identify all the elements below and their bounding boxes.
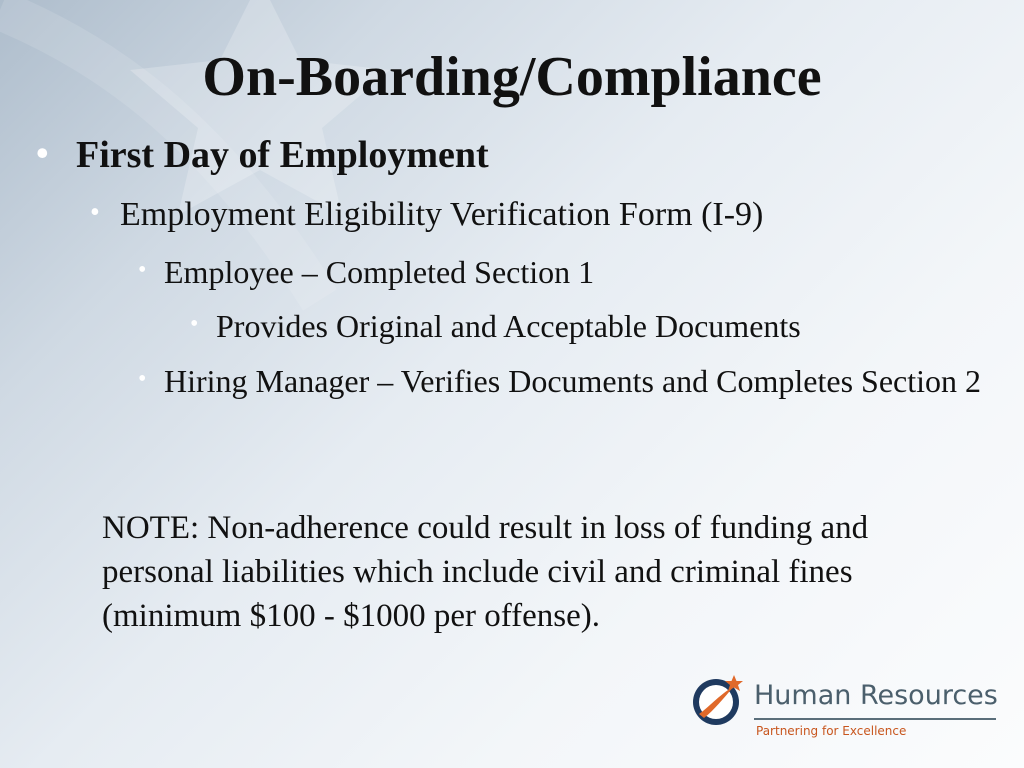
bullet-text: First Day of Employment: [76, 134, 489, 176]
slide-title: On-Boarding/Compliance: [202, 46, 822, 108]
bullet-level2: [90, 194, 764, 236]
bullet-text: Provides Original and Acceptable Documents: [216, 308, 801, 344]
compliance-note: NOTE: Non-adherence could result in loss of funding and personal liabilities which include civil and criminal fines (minimum $100 - $1000 per offense).: [102, 510, 869, 634]
bullet-text: Hiring Manager – Verifies Documents and Completes Section 2: [164, 363, 982, 399]
bullet-dot-icon: •: [36, 133, 49, 173]
bullet-dot-icon: •: [90, 197, 100, 228]
logo-tagline: Partnering for Excellence: [756, 724, 907, 738]
bullet-level4-documents: [190, 306, 801, 346]
bullet-dot-icon: •: [138, 257, 147, 283]
bullet-level3-hiring-manager: [138, 360, 984, 402]
bullet-level1: [36, 132, 489, 178]
globe-swoosh-star-icon: [690, 672, 746, 728]
bullet-dot-icon: •: [190, 311, 199, 337]
bullet-text: Employment Eligibility Verification Form (I-9): [120, 196, 764, 233]
hr-logo: [690, 672, 1010, 748]
logo-name: Human Resources: [754, 680, 998, 711]
bullet-level3-employee: [138, 252, 595, 292]
bullet-text: Employee – Completed Section 1: [164, 254, 595, 290]
bullet-dot-icon: •: [138, 366, 147, 392]
logo-divider: [754, 718, 996, 720]
